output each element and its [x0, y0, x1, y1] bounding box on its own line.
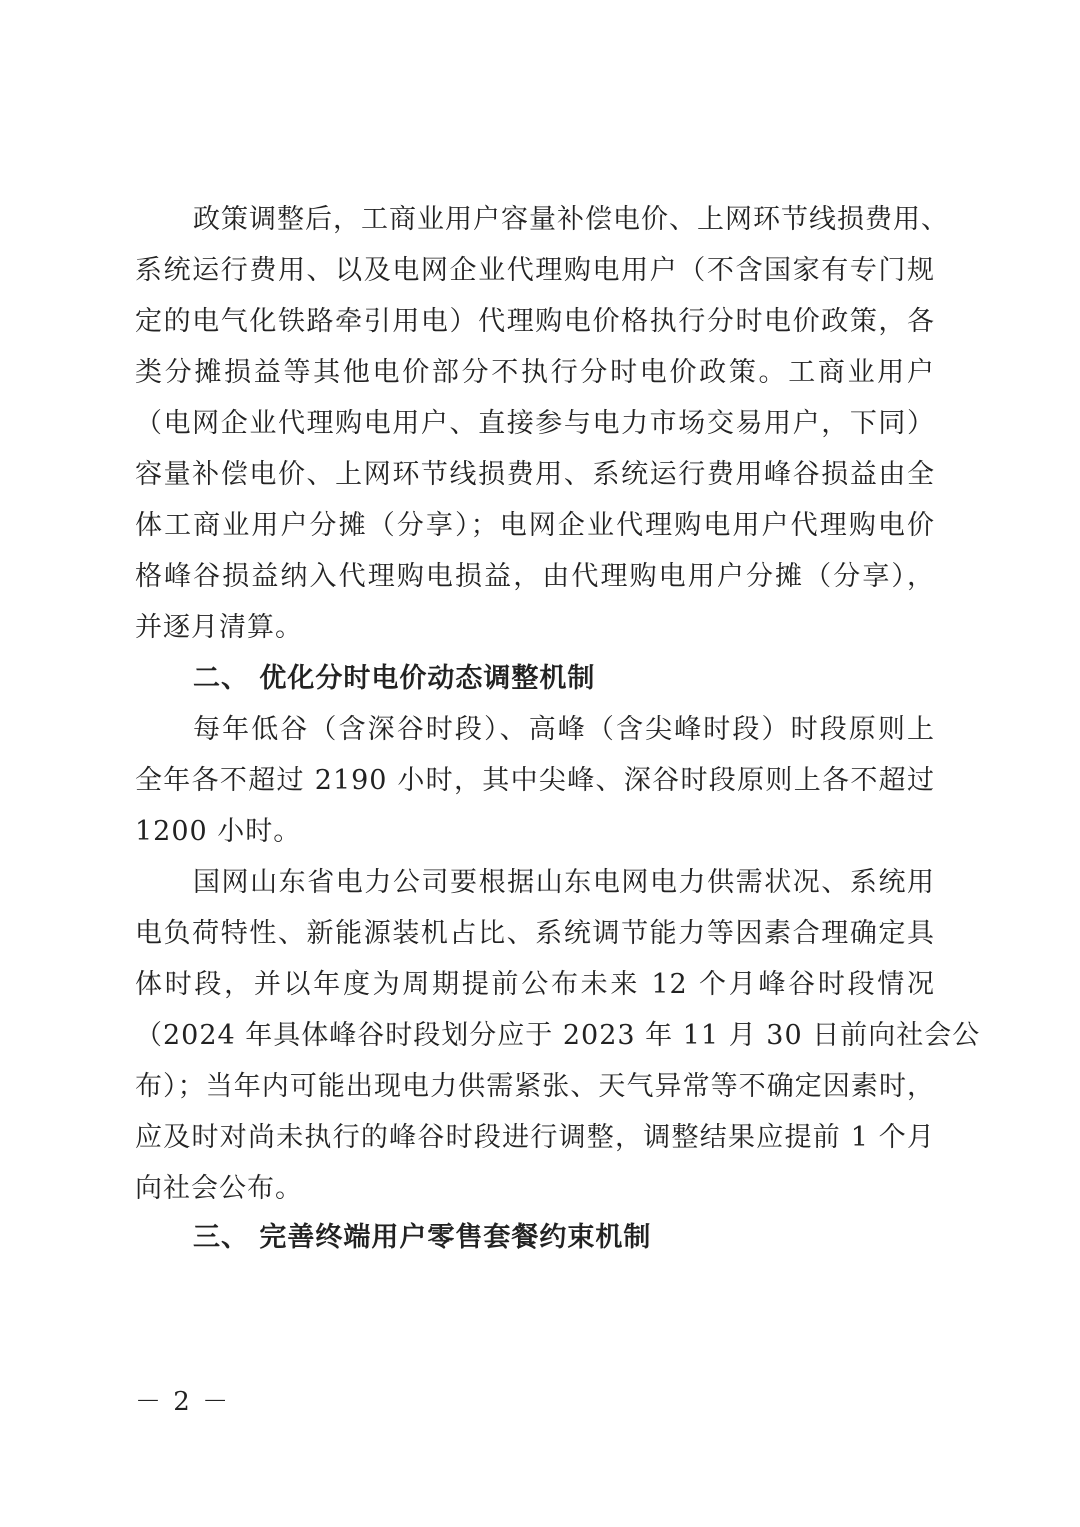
paragraph-1-line-2: 系统运行费用、以及电网企业代理购电用户（不含国家有专门规: [135, 255, 935, 286]
paragraph-3-line-1: 国网山东省电力公司要根据山东电网电力供需状况、系统用: [193, 867, 935, 898]
paragraph-1-line-4: 类分摊损益等其他电价部分不执行分时电价政策。工商业用户: [135, 357, 935, 388]
paragraph-1-line-9: 并逐月清算。: [135, 612, 303, 643]
paragraph-1-line-6: 容量补偿电价、上网环节线损费用、系统运行费用峰谷损益由全: [135, 459, 935, 490]
paragraph-3-line-2: 电负荷特性、新能源装机占比、系统调节能力等因素合理确定具: [135, 918, 935, 949]
paragraph-1-line-5: （电网企业代理购电用户、直接参与电力市场交易用户，下同）: [135, 408, 935, 439]
paragraph-2-line-2: 全年各不超过 2190 小时，其中尖峰、深谷时段原则上各不超过: [135, 765, 935, 796]
paragraph-1-line-7: 体工商业用户分摊（分享）；电网企业代理购电用户代理购电价: [135, 510, 935, 541]
page-number: － 2 －: [135, 1387, 231, 1417]
paragraph-3-line-4: （2024 年具体峰谷时段划分应于 2023 年 11 月 30 日前向社会公: [135, 1020, 981, 1051]
section-heading-3: 三、 完善终端用户零售套餐约束机制: [193, 1222, 652, 1253]
paragraph-3-line-7: 向社会公布。: [135, 1173, 303, 1204]
paragraph-2-line-3: 1200 小时。: [135, 816, 302, 847]
paragraph-1-line-3: 定的电气化铁路牵引用电）代理购电价格执行分时电价政策，各: [135, 306, 935, 337]
paragraph-1-line-1: 政策调整后，工商业用户容量补偿电价、上网环节线损费用、: [193, 204, 949, 235]
paragraph-3-line-3: 体时段，并以年度为周期提前公布未来 12 个月峰谷时段情况: [135, 969, 935, 1000]
paragraph-1-line-8: 格峰谷损益纳入代理购电损益，由代理购电用户分摊（分享），: [135, 561, 935, 592]
section-heading-2: 二、 优化分时电价动态调整机制: [193, 663, 596, 694]
paragraph-3-line-5: 布）；当年内可能出现电力供需紧张、天气异常等不确定因素时，: [135, 1071, 935, 1102]
paragraph-3-line-6: 应及时对尚未执行的峰谷时段进行调整，调整结果应提前 1 个月: [135, 1122, 935, 1153]
paragraph-2-line-1: 每年低谷（含深谷时段）、高峰（含尖峰时段）时段原则上: [193, 714, 935, 745]
